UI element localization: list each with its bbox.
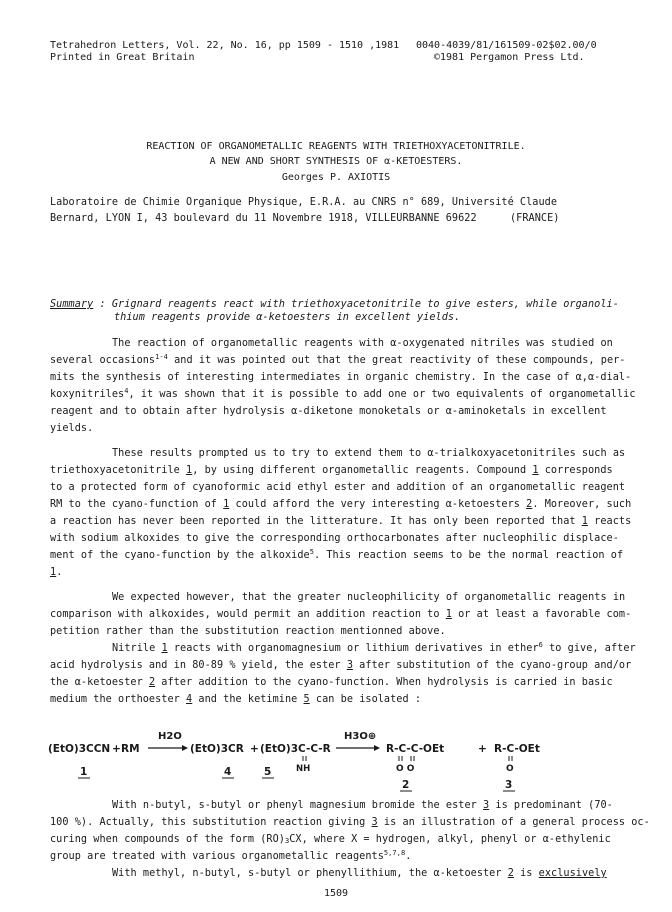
arrow-head-1-icon	[182, 745, 188, 751]
p2-line-6: with sodium alkoxides to give the corresponding orthocarbonates after nucleophilic displace-	[50, 533, 619, 544]
compound-label-2: 2	[402, 779, 410, 791]
p2-line-8: 1.	[50, 567, 63, 578]
affiliation-line-1: Laboratoire de Chimie Organique Physique, E.R.A. au CNRS n° 689, Université Claude	[50, 197, 558, 208]
imine-nh: NH	[296, 764, 311, 774]
reaction-scheme	[44, 720, 644, 810]
p2-line-3: to a protected form of cyanoformic acid ethyl ester and addition of an organometallic reagent	[50, 482, 626, 493]
p4-line-4: medium the orthoester 4 and the ketimine 5 can be isolated :	[50, 694, 422, 705]
author: Georges P. AXIOTIS	[281, 172, 391, 183]
plus-sign: +	[478, 743, 487, 755]
p1-line-4: koxynitriles$^4$, it was shown that it is possible to add one or two equivalents of organometallic	[50, 387, 636, 400]
p1-line-5: reagent and to obtain after hydrolysis α-diketone monoketals or α-aminoketals in excellent	[50, 406, 607, 417]
p5-line-2: 100 %). Actually, this substitution reaction giving 3 is an illustration of a general process oc-	[50, 817, 650, 828]
reactant-2: RM	[121, 743, 140, 755]
product-ketimine: (EtO)3C-C-R	[260, 743, 331, 755]
p2-line-5: a reaction has never been reported in the litterature. It has only been reported that 1 reacts	[50, 516, 632, 527]
reagent-water: H2O	[158, 731, 182, 742]
plus-sign: +	[112, 743, 121, 755]
p4-line-1: Nitrile 1 reacts with organomagnesium or lithium derivatives in ether$^6$ to give, after	[112, 641, 636, 654]
p6-line-1: With methyl, n-butyl, s-butyl or phenyllithium, the α-ketoester 2 is exclusively	[112, 868, 607, 879]
p5-line-1: With n-butyl, s-butyl or phenyl magnesium bromide the ester 3 is predominant (70-	[112, 800, 613, 811]
carbonyl-oxygens: O O	[396, 764, 415, 774]
journal-citation: Tetrahedron Letters, Vol. 22, No. 16, pp 1509 - 1510 ,1981	[50, 40, 400, 51]
product-orthoester: (EtO)3CR	[190, 743, 244, 755]
copyright: ©1981 Pergamon Press Ltd.	[434, 52, 585, 63]
compound-label-5: 5	[264, 766, 272, 778]
p1-line-3: mits the synthesis of interesting intermediates in organic chemistry. In the case of α,α-dial-	[50, 372, 632, 383]
reactant-1: (EtO)3CCN	[48, 743, 111, 755]
title-line-1: REACTION OF ORGANOMETALLIC REAGENTS WITH TRIETHOXYACETONITRILE.	[146, 141, 526, 152]
summary-line-1: Summary : Grignard reagents react with triethoxyacetonitrile to give esters, while organoli-	[50, 299, 619, 310]
product-ester: R-C-OEt	[494, 743, 540, 755]
p2-line-7: ment of the cyano-function by the alkoxide$^5$. This reaction seems to be the normal reaction of	[50, 548, 624, 561]
p3-line-1: We expected however, that the greater nucleophilicity of organometallic reagents in	[112, 592, 626, 603]
article-code: 0040-4039/81/161509-02$02.00/0	[416, 40, 597, 51]
title-line-2: A NEW AND SHORT SYNTHESIS OF α-KETOESTERS.	[209, 156, 463, 167]
compound-label-3: 3	[505, 779, 513, 791]
plus-sign: +	[250, 743, 259, 755]
p1-line-2: several occasions$^{1-4}$ and it was pointed out that the great reactivity of these compounds, per-	[50, 353, 626, 366]
p1-line-6: yields.	[50, 423, 94, 434]
p2-line-2: triethoxyacetonitrile 1, by using different organometallic reagents. Compound 1 corresponds	[50, 465, 613, 476]
p4-line-3: the α-ketoester 2 after addition to the cyano-function. When hydrolysis is carried in basic	[50, 677, 613, 688]
reagent-acid: H3O⊕	[344, 731, 377, 742]
page-number: 1509	[323, 888, 349, 899]
p4-line-2: acid hydrolysis and in 80-89 % yield, the ester 3 after substitution of the cyano-group and/or	[50, 660, 632, 671]
product-ketoester: R-C-C-OEt	[386, 743, 445, 755]
p3-line-3: petition rather than the substitution reaction mentionned above.	[50, 626, 446, 637]
affiliation-line-2: Bernard, LYON I, 43 boulevard du 11 Novembre 1918, VILLEURBANNE 69622 (FRANCE)	[50, 213, 560, 224]
p2-line-1: These results prompted us to try to extend them to α-trialkoxyacetonitriles such as	[112, 448, 626, 459]
p5-line-4: group are treated with various organometallic reagents$^{5,7,8}$.	[50, 849, 412, 862]
p5-line-3: curing when compounds of the form (RO)3CX, where X = hydrogen, alkyl, phenyl or α-ethylenic	[50, 834, 611, 845]
p1-line-1: The reaction of organometallic reagents with α-oxygenated nitriles was studied on	[112, 338, 613, 349]
printed-in: Printed in Great Britain	[50, 52, 195, 63]
compound-label-4: 4	[224, 766, 232, 778]
carbonyl-oxygen: O	[506, 764, 514, 774]
p2-line-4: RM to the cyano-function of 1 could afford the very interesting α-ketoesters 2. Moreover, such	[50, 499, 632, 510]
p3-line-2: comparison with alkoxides, would permit an addition reaction to 1 or at least a favorable com-	[50, 609, 632, 620]
arrow-head-2-icon	[374, 745, 380, 751]
summary-line-2: thium reagents provide α-ketoesters in excellent yields.	[114, 312, 461, 323]
compound-label-1: 1	[80, 766, 88, 778]
